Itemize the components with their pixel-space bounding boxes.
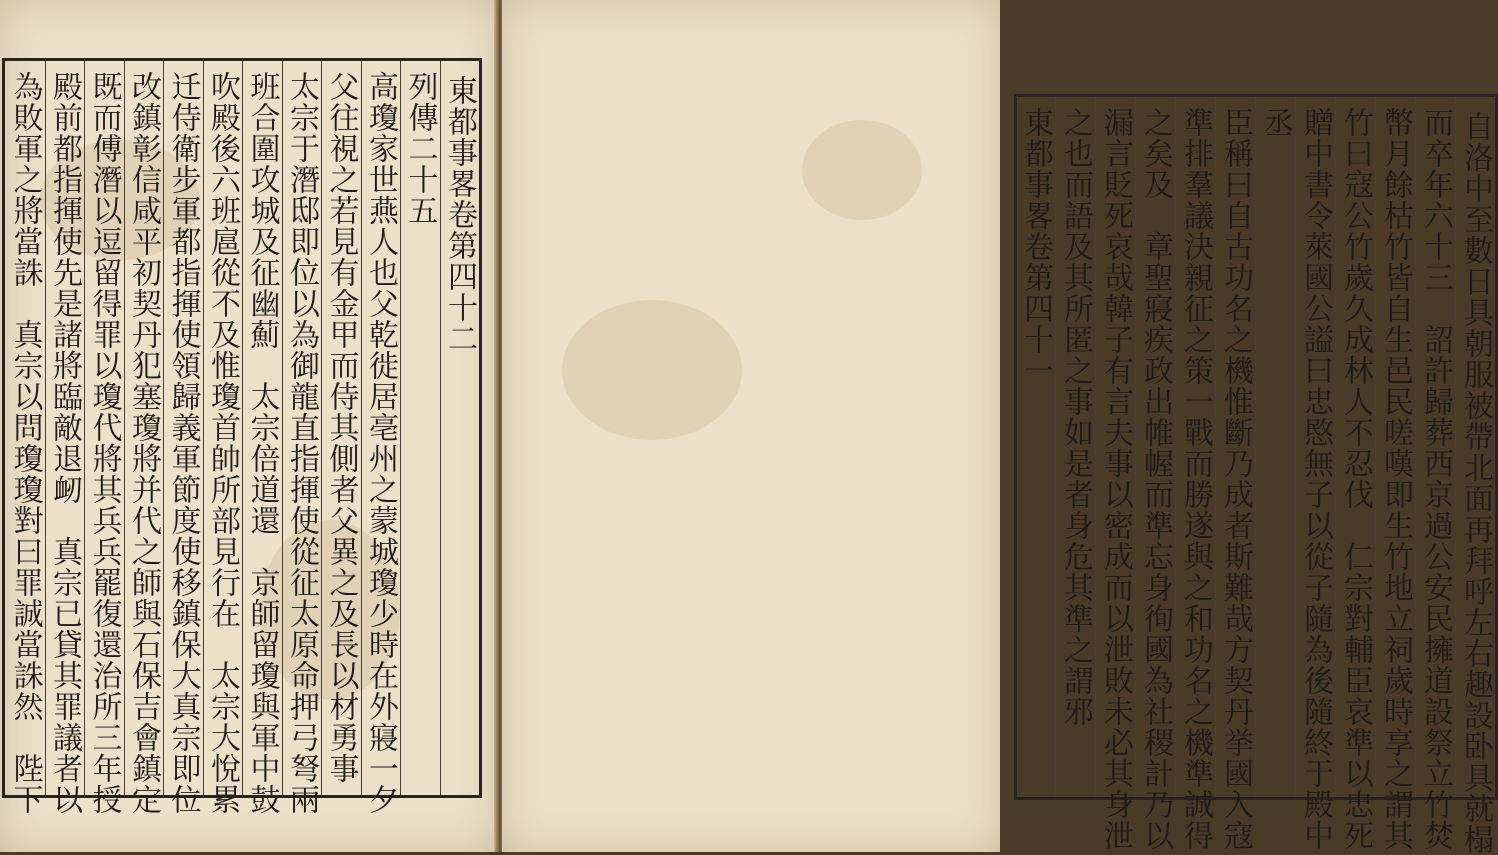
text-column: 迁侍衛步軍都指揮使領歸義軍節度使移鎮保大真宗即位 <box>165 71 201 815</box>
left-text-frame <box>2 58 482 815</box>
column-rule <box>1135 97 1136 797</box>
text-column: 吹殿後六班扈從不及惟瓊首帥所部見行在 太宗大悅累 <box>205 71 240 815</box>
column-rule <box>1455 97 1456 797</box>
text-column: 幣月餘枯竹皆自生邑民嗟嘆即生竹地立祠歲時享之謂其 <box>1378 107 1413 851</box>
text-column: 而卒年六十三 詔許歸葬西京過公安民擁道設祭立竹焚 <box>1418 107 1453 851</box>
column-rule <box>1375 97 1376 797</box>
text-column: 漏言貶死哀哉韓子有言夫事以密成而以泄敗未必其身泄 <box>1098 107 1133 851</box>
column-rule <box>1095 97 1096 797</box>
column-rule <box>45 61 46 795</box>
column-rule <box>203 61 204 795</box>
text-column: 之也而語及其所匿之事如是者身危其準之謂邪 <box>1058 107 1093 727</box>
column-rule <box>84 61 85 795</box>
column-rule <box>1215 97 1216 797</box>
column-rule <box>361 61 362 795</box>
left-page <box>0 0 498 852</box>
text-column: 列傳二十五 <box>402 71 438 226</box>
text-column: 班合圍攻城及征幽薊 太宗倍道還 京師留瓊與軍中鼓 <box>244 71 280 815</box>
column-rule <box>1175 97 1176 797</box>
text-column: 改鎮彰信咸平初契丹犯塞瓊將并代之師與石保吉會鎮定 <box>126 71 161 815</box>
right-text-frame <box>1014 94 1498 855</box>
column-rule <box>440 61 441 795</box>
text-column: 東都事畧卷第四十二 <box>442 75 477 354</box>
column-rule <box>163 61 164 795</box>
paper-stain <box>802 120 922 220</box>
column-rule <box>321 61 322 795</box>
text-column: 高瓊家世燕人也父乾徙居亳州之蒙城瓊少時在外寢一夕 <box>363 71 398 815</box>
column-rule <box>1255 97 1256 797</box>
text-column: 贈中書令萊國公謚曰忠愍無子以從子隨為後隨終于殿中 <box>1298 107 1333 851</box>
column-rule <box>1415 97 1416 797</box>
text-column: 丞 <box>1258 107 1293 138</box>
text-column: 竹曰寇公竹歲久成林人不忍伐 仁宗對輔臣哀準以忠死 <box>1338 107 1373 851</box>
column-rule <box>282 61 283 795</box>
text-column: 太宗于潛邸即位以為御龍直指揮使從征太原命押弓弩兩 <box>284 71 319 815</box>
column-rule <box>242 61 243 795</box>
text-column: 臣稱曰自古功名之機惟斷乃成者斯難哉方契丹挙國入寇 <box>1218 107 1253 851</box>
column-rule <box>1335 97 1336 797</box>
text-column: 為敗軍之將當誅 真宗以問瓊瓊對曰罪誠當誅然 陛下 <box>7 71 43 815</box>
paper-stain <box>562 300 742 440</box>
column-rule <box>1055 97 1056 797</box>
text-column: 父往視之若見有金甲而侍其側者父異之及長以材勇事 <box>323 71 359 784</box>
text-column: 既而傅潛以逗留得罪以瓊代將其兵兵罷復還治所三年授 <box>86 71 122 815</box>
column-rule <box>1295 97 1296 797</box>
right-page <box>502 0 1493 855</box>
text-column: 準排羣議決親征之策一戰而勝遂與之和功名之機準誠得 <box>1178 107 1213 851</box>
text-column: 東都事畧卷第四十一 <box>1018 107 1053 386</box>
text-column: 殿前都指揮使先是諸將臨敵退衂 真宗已貸其罪議者以 <box>47 71 82 815</box>
column-rule <box>124 61 125 795</box>
text-column: 之矣及 章聖寢疾政出帷幄而準忘身徇國為社稷計乃以 <box>1138 107 1173 851</box>
text-column: 自洛中至數日具朝服被帶北面再拜呼左右趣設卧具就榻 <box>1458 111 1493 855</box>
column-rule <box>400 61 401 795</box>
